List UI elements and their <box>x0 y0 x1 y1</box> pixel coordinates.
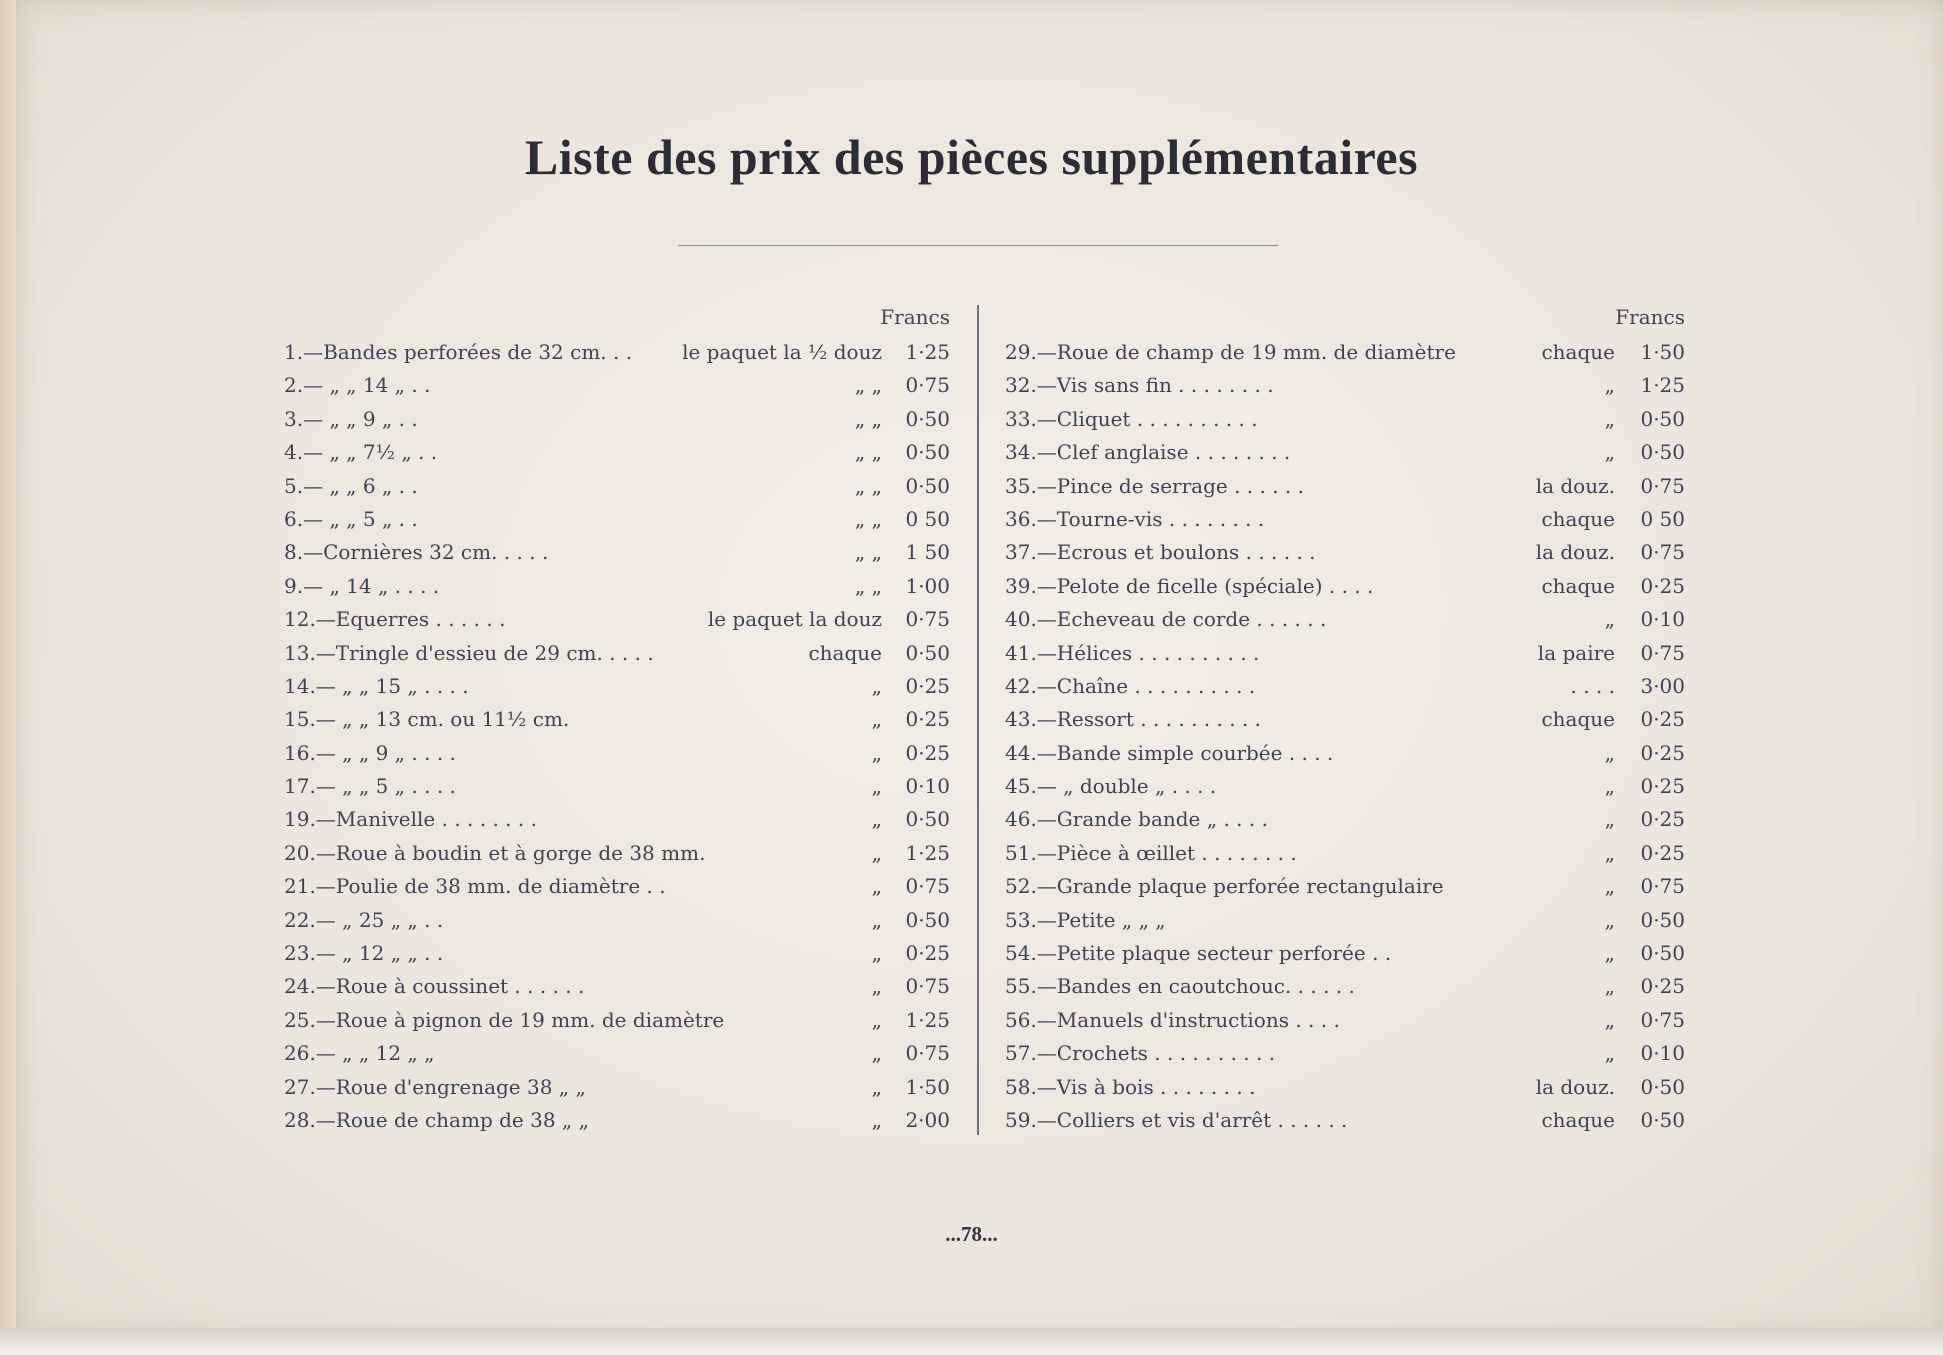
item-description: 12.—Equerres . . . . . . <box>284 607 506 632</box>
item-price: 0·50 <box>1640 1107 1685 1132</box>
item-price: 0·25 <box>1640 974 1685 999</box>
item-description: 56.—Manuels d'instructions . . . . <box>1005 1007 1340 1032</box>
column-divider <box>977 305 979 1135</box>
item-description: 15.— „ „ 13 cm. ou 11½ cm. <box>284 707 570 732</box>
item-unit: la douz. <box>1535 473 1615 498</box>
item-unit: „ <box>1604 740 1615 765</box>
price-row <box>1005 440 1685 473</box>
page-binding-edge <box>0 0 16 1330</box>
item-unit: la douz. <box>1535 540 1615 565</box>
item-description: 23.— „ 12 „ „ . . <box>284 941 444 966</box>
price-row <box>284 340 950 373</box>
item-unit: „ <box>871 941 882 966</box>
item-description: 59.—Colliers et vis d'arrêt . . . . . . <box>1005 1107 1348 1132</box>
item-unit: „ <box>1604 974 1615 999</box>
price-row <box>284 1041 950 1074</box>
price-row <box>1005 807 1685 840</box>
item-description: 32.—Vis sans fin . . . . . . . . <box>1005 373 1274 398</box>
item-unit: „ <box>1604 774 1615 799</box>
item-price: 0 50 <box>905 506 950 531</box>
item-price: 0·75 <box>905 607 950 632</box>
item-unit: „ <box>1604 941 1615 966</box>
price-row <box>284 373 950 406</box>
item-description: 43.—Ressort . . . . . . . . . . <box>1005 707 1262 732</box>
item-unit: „ „ <box>854 473 882 498</box>
item-price: 1·25 <box>905 340 950 364</box>
item-price: 0·25 <box>1640 840 1685 865</box>
price-row <box>1005 974 1685 1007</box>
item-description: 21.—Poulie de 38 mm. de diamètre . . <box>284 874 666 899</box>
item-unit: „ <box>871 1041 882 1066</box>
page-number: ...78... <box>945 1222 998 1246</box>
page-title: Liste des prix des pièces supplémentaires <box>524 129 1419 185</box>
item-description: 24.—Roue à coussinet . . . . . . <box>284 974 585 999</box>
item-unit: chaque <box>808 640 882 665</box>
item-unit: „ <box>871 1107 882 1132</box>
item-description: 3.— „ „ 9 „ . . <box>284 406 418 431</box>
item-description: 14.— „ „ 15 „ . . . . <box>284 673 469 698</box>
price-row <box>284 507 950 540</box>
price-row <box>1005 507 1685 540</box>
item-price: 3·00 <box>1640 673 1685 698</box>
price-row <box>1005 1008 1685 1041</box>
item-price: 0·50 <box>1640 907 1685 932</box>
price-row <box>284 741 950 774</box>
price-row <box>1005 841 1685 874</box>
item-description: 13.—Tringle d'essieu de 29 cm. . . . . <box>284 640 654 665</box>
item-description: 27.—Roue d'engrenage 38 „ „ <box>284 1074 586 1099</box>
item-price: 0·10 <box>905 774 950 799</box>
item-unit: „ <box>1604 874 1615 899</box>
item-description: 55.—Bandes en caoutchouc. . . . . . <box>1005 974 1355 999</box>
item-price: 1·25 <box>905 1007 950 1032</box>
item-description: 4.— „ „ 7½ „ . . <box>284 440 438 465</box>
item-price: 1·25 <box>1640 373 1685 398</box>
currency-header-right: Francs <box>1615 305 1685 329</box>
item-price: 0·75 <box>1640 640 1685 665</box>
item-unit: „ „ <box>854 440 882 465</box>
item-unit: „ <box>871 1074 882 1099</box>
item-price: 0·75 <box>1640 540 1685 565</box>
item-price: 0·50 <box>905 406 950 431</box>
item-unit: „ <box>871 907 882 932</box>
item-price: 0·25 <box>1640 707 1685 732</box>
price-row <box>1005 407 1685 440</box>
item-unit: la paire <box>1537 640 1615 665</box>
price-row <box>284 641 950 674</box>
item-unit: „ <box>871 707 882 732</box>
price-row <box>1005 340 1685 373</box>
item-price: 0·75 <box>905 1041 950 1066</box>
item-price: 2·00 <box>905 1107 950 1132</box>
price-row <box>284 874 950 907</box>
item-description: 9.— „ 14 „ . . . . <box>284 573 440 598</box>
item-description: 53.—Petite „ „ „ <box>1005 907 1166 932</box>
item-description: 46.—Grande bande „ . . . . <box>1005 807 1268 832</box>
item-price: 0 50 <box>1640 506 1685 531</box>
item-price: 0·25 <box>905 941 950 966</box>
price-row <box>284 607 950 640</box>
price-row <box>1005 574 1685 607</box>
item-unit: „ <box>1604 373 1615 398</box>
price-row <box>1005 674 1685 707</box>
item-description: 6.— „ „ 5 „ . . <box>284 506 418 531</box>
price-row <box>284 440 950 473</box>
item-price: 0·75 <box>1640 1007 1685 1032</box>
item-description: 16.— „ „ 9 „ . . . . <box>284 740 456 765</box>
item-price: 0·25 <box>1640 774 1685 799</box>
item-price: 0·25 <box>1640 573 1685 598</box>
item-unit: „ „ <box>854 406 882 431</box>
item-unit: chaque <box>1541 707 1615 732</box>
price-row <box>284 707 950 740</box>
price-row <box>1005 874 1685 907</box>
item-unit: „ <box>1604 907 1615 932</box>
price-row <box>284 674 950 707</box>
price-row <box>284 1008 950 1041</box>
item-price: 0·75 <box>905 874 950 899</box>
item-description: 54.—Petite plaque secteur perforée . . <box>1005 941 1392 966</box>
item-price: 0·50 <box>905 807 950 832</box>
item-price: 0·25 <box>1640 807 1685 832</box>
item-price: 1 50 <box>905 540 950 565</box>
item-unit: „ <box>871 774 882 799</box>
item-unit: „ <box>1604 840 1615 865</box>
item-description: 57.—Crochets . . . . . . . . . . <box>1005 1041 1276 1066</box>
item-price: 1·50 <box>1640 340 1685 364</box>
price-row <box>284 974 950 1007</box>
price-row <box>1005 1041 1685 1074</box>
item-price: 0·50 <box>1640 1074 1685 1099</box>
price-row <box>284 908 950 941</box>
item-unit: „ „ <box>854 373 882 398</box>
item-unit: „ <box>1604 406 1615 431</box>
item-description: 25.—Roue à pignon de 19 mm. de diamètre <box>284 1007 725 1032</box>
price-row <box>1005 474 1685 507</box>
price-row <box>1005 607 1685 640</box>
item-description: 42.—Chaîne . . . . . . . . . . <box>1005 673 1256 698</box>
title-underline <box>678 245 1278 246</box>
item-unit: le paquet la ½ douz <box>682 340 882 364</box>
price-row <box>284 474 950 507</box>
item-price: 0·75 <box>905 974 950 999</box>
item-unit: chaque <box>1541 1107 1615 1132</box>
item-description: 34.—Clef anglaise . . . . . . . . <box>1005 440 1291 465</box>
item-price: 0·75 <box>905 373 950 398</box>
item-description: 1.—Bandes perforées de 32 cm. . . <box>284 340 633 364</box>
item-unit: la douz. <box>1535 1074 1615 1099</box>
item-unit: „ „ <box>854 506 882 531</box>
currency-header-left: Francs <box>880 305 950 329</box>
item-unit: „ <box>1604 807 1615 832</box>
price-row <box>284 407 950 440</box>
item-unit: „ <box>1604 1041 1615 1066</box>
item-description: 40.—Echeveau de corde . . . . . . <box>1005 607 1327 632</box>
item-unit: le paquet la douz <box>707 607 882 632</box>
item-description: 17.— „ „ 5 „ . . . . <box>284 774 456 799</box>
price-row <box>284 774 950 807</box>
item-unit: . . . . <box>1570 673 1615 698</box>
item-price: 0·50 <box>1640 440 1685 465</box>
price-row <box>284 1108 950 1141</box>
item-unit: „ „ <box>854 540 882 565</box>
item-description: 58.—Vis à bois . . . . . . . . <box>1005 1074 1256 1099</box>
price-row <box>284 1075 950 1108</box>
item-description: 2.— „ „ 14 „ . . <box>284 373 431 398</box>
price-row <box>284 540 950 573</box>
item-unit: „ <box>871 740 882 765</box>
item-description: 45.— „ double „ . . . . <box>1005 774 1217 799</box>
item-unit: chaque <box>1541 506 1615 531</box>
item-unit: „ <box>1604 607 1615 632</box>
price-row <box>284 574 950 607</box>
item-price: 1·00 <box>905 573 950 598</box>
item-price: 0·25 <box>905 707 950 732</box>
price-row <box>1005 540 1685 573</box>
item-description: 26.— „ „ 12 „ „ <box>284 1041 435 1066</box>
price-row <box>1005 707 1685 740</box>
item-price: 0·50 <box>1640 406 1685 431</box>
price-row <box>1005 741 1685 774</box>
item-description: 36.—Tourne-vis . . . . . . . . <box>1005 506 1265 531</box>
price-row <box>284 807 950 840</box>
price-rows-right <box>1005 340 1685 1141</box>
price-row <box>1005 373 1685 406</box>
item-unit: „ <box>871 807 882 832</box>
item-unit: „ <box>871 974 882 999</box>
item-description: 41.—Hélices . . . . . . . . . . <box>1005 640 1260 665</box>
item-price: 0·10 <box>1640 1041 1685 1066</box>
item-description: 19.—Manivelle . . . . . . . . <box>284 807 537 832</box>
price-row <box>284 941 950 974</box>
item-unit: „ <box>1604 440 1615 465</box>
item-price: 0·50 <box>905 473 950 498</box>
item-price: 0·75 <box>1640 874 1685 899</box>
item-description: 5.— „ „ 6 „ . . <box>284 473 418 498</box>
item-unit: „ <box>871 1007 882 1032</box>
item-unit: „ <box>871 840 882 865</box>
item-description: 52.—Grande plaque perforée rectangulaire <box>1005 874 1444 899</box>
item-description: 35.—Pince de serrage . . . . . . <box>1005 473 1305 498</box>
item-description: 37.—Ecrous et boulons . . . . . . <box>1005 540 1316 565</box>
item-price: 0·50 <box>905 907 950 932</box>
item-description: 51.—Pièce à œillet . . . . . . . . <box>1005 840 1297 865</box>
price-row <box>284 841 950 874</box>
item-price: 0·50 <box>905 640 950 665</box>
price-row <box>1005 641 1685 674</box>
item-price: 1·50 <box>905 1074 950 1099</box>
item-unit: „ <box>1604 1007 1615 1032</box>
item-price: 1·25 <box>905 840 950 865</box>
price-row <box>1005 908 1685 941</box>
item-price: 0·25 <box>905 740 950 765</box>
item-unit: chaque <box>1541 340 1615 364</box>
item-price: 0·50 <box>905 440 950 465</box>
item-unit: „ <box>871 874 882 899</box>
item-unit: „ „ <box>854 573 882 598</box>
item-price: 0·25 <box>1640 740 1685 765</box>
item-description: 20.—Roue à boudin et à gorge de 38 mm. <box>284 840 706 865</box>
price-row <box>1005 1075 1685 1108</box>
page-bottom-edge <box>0 1328 1943 1355</box>
item-description: 39.—Pelote de ficelle (spéciale) . . . . <box>1005 573 1374 598</box>
item-price: 0·25 <box>905 673 950 698</box>
item-description: 44.—Bande simple courbée . . . . <box>1005 740 1334 765</box>
item-description: 33.—Cliquet . . . . . . . . . . <box>1005 406 1258 431</box>
item-price: 0·75 <box>1640 473 1685 498</box>
item-price: 0·50 <box>1640 941 1685 966</box>
price-row <box>1005 1108 1685 1141</box>
item-description: 22.— „ 25 „ „ . . <box>284 907 444 932</box>
item-unit: chaque <box>1541 573 1615 598</box>
price-row <box>1005 774 1685 807</box>
price-row <box>1005 941 1685 974</box>
item-price: 0·10 <box>1640 607 1685 632</box>
item-description: 29.—Roue de champ de 19 mm. de diamètre <box>1005 340 1456 364</box>
price-rows-left <box>284 340 950 1141</box>
item-description: 8.—Cornières 32 cm. . . . . <box>284 540 549 565</box>
item-unit: „ <box>871 673 882 698</box>
item-description: 28.—Roue de champ de 38 „ „ <box>284 1107 589 1132</box>
